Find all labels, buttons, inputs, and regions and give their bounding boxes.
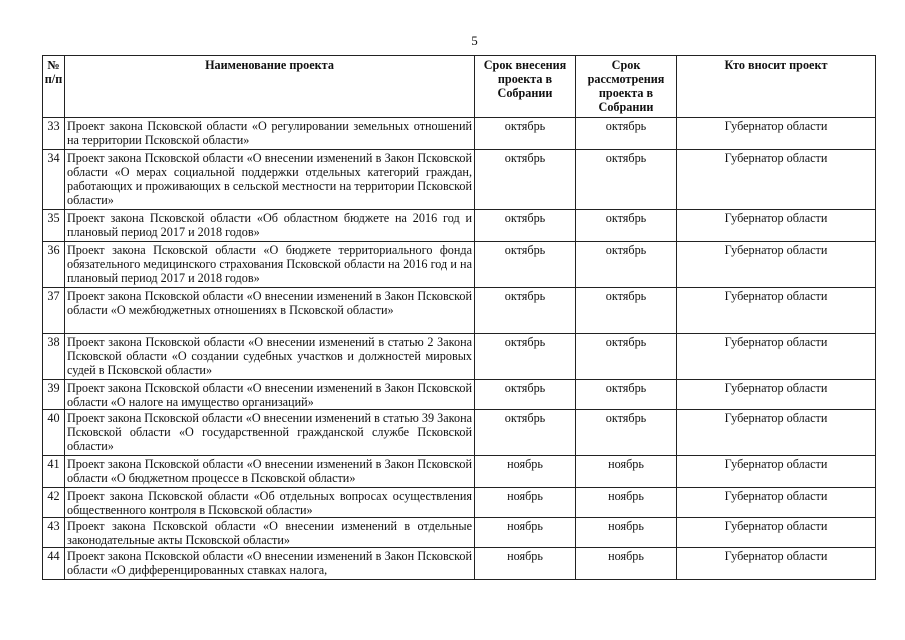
submitter: Губернатор области: [677, 118, 876, 150]
submitter: Губернатор области: [677, 548, 876, 580]
table-row: [43, 380, 876, 410]
submitter: Губернатор области: [677, 410, 876, 456]
submitter: Губернатор области: [677, 488, 876, 518]
table-row: [43, 488, 876, 518]
table-row: [43, 150, 876, 210]
submission-term: октябрь: [475, 210, 576, 242]
project-name: Проект закона Псковской области «О внесении изменений в Закон Псковской области «О межбюджетных отношениях в Псковской области»: [65, 288, 475, 334]
review-term: октябрь: [576, 380, 677, 410]
submitter: Губернатор области: [677, 210, 876, 242]
review-term: октябрь: [576, 242, 677, 288]
row-number: 38: [43, 334, 65, 380]
project-name: Проект закона Псковской области «О внесении изменений в Закон Псковской области «О налоге на имущество организаций»: [65, 380, 475, 410]
submission-term: октябрь: [475, 334, 576, 380]
submission-term: ноябрь: [475, 456, 576, 488]
review-term: ноябрь: [576, 548, 677, 580]
header-submission-term: Срок внесения проекта в Собрании: [475, 56, 576, 118]
header-review-term: Срок рассмотрения проекта в Собрании: [576, 56, 677, 118]
review-term: октябрь: [576, 288, 677, 334]
project-name: Проект закона Псковской области «О регулировании земельных отношений на территории Псковской области»: [65, 118, 475, 150]
submission-term: октябрь: [475, 150, 576, 210]
legislation-plan-table: [42, 55, 876, 580]
submission-term: ноябрь: [475, 488, 576, 518]
review-term: октябрь: [576, 334, 677, 380]
submitter: Губернатор области: [677, 334, 876, 380]
submission-term: октябрь: [475, 380, 576, 410]
page-number: 5: [471, 33, 478, 48]
project-name: Проект закона Псковской области «О внесении изменений в статью 2 Закона Псковской области «О создании судебных участков и должностей мировых судей в Псковской области»: [65, 334, 475, 380]
review-term: ноябрь: [576, 518, 677, 548]
table-row: [43, 334, 876, 380]
project-name: Проект закона Псковской области «О внесении изменений в Закон Псковской области «О бюджетном процессе в Псковской области»: [65, 456, 475, 488]
project-name: Проект закона Псковской области «О внесении изменений в Закон Псковской области «О мерах социальной поддержки отдельных категорий граждан, работающих и проживающих в сельской местности на территории Псковской области»: [65, 150, 475, 210]
row-number: 39: [43, 380, 65, 410]
submission-term: ноябрь: [475, 518, 576, 548]
submitter: Губернатор области: [677, 380, 876, 410]
table-row: [43, 242, 876, 288]
project-name: Проект закона Псковской области «Об отдельных вопросах осуществления общественного контроля в Псковской области»: [65, 488, 475, 518]
project-name: Проект закона Псковской области «О бюджете территориального фонда обязательного медицинского страхования Псковской области на 2016 год и на плановый период 2017 и 2018 годов»: [65, 242, 475, 288]
row-number: 37: [43, 288, 65, 334]
row-number: 35: [43, 210, 65, 242]
row-number: 42: [43, 488, 65, 518]
submission-term: октябрь: [475, 242, 576, 288]
project-name: Проект закона Псковской области «О внесении изменений в отдельные законодательные акты Псковской области»: [65, 518, 475, 548]
table-row: [43, 548, 876, 580]
submitter: Губернатор области: [677, 456, 876, 488]
table-row: [43, 410, 876, 456]
review-term: октябрь: [576, 210, 677, 242]
submitter: Губернатор области: [677, 150, 876, 210]
table-row: [43, 118, 876, 150]
table-row: [43, 518, 876, 548]
submission-term: октябрь: [475, 118, 576, 150]
submitter: Губернатор области: [677, 518, 876, 548]
row-number: 33: [43, 118, 65, 150]
row-number: 40: [43, 410, 65, 456]
row-number: 41: [43, 456, 65, 488]
row-number: 43: [43, 518, 65, 548]
row-number: 36: [43, 242, 65, 288]
review-term: ноябрь: [576, 488, 677, 518]
table-header-row: [43, 56, 876, 118]
review-term: октябрь: [576, 410, 677, 456]
submitter: Губернатор области: [677, 242, 876, 288]
project-name: Проект закона Псковской области «Об областном бюджете на 2016 год и плановый период 2017 и 2018 годов»: [65, 210, 475, 242]
project-name: Проект закона Псковской области «О внесении изменений в Закон Псковской области «О дифференцированных ставках налога,: [65, 548, 475, 580]
header-number: № п/п: [43, 56, 65, 118]
review-term: октябрь: [576, 150, 677, 210]
table-row: [43, 210, 876, 242]
row-number: 34: [43, 150, 65, 210]
header-project-name: Наименование проекта: [65, 56, 475, 118]
table-row: [43, 456, 876, 488]
review-term: октябрь: [576, 118, 677, 150]
submitter: Губернатор области: [677, 288, 876, 334]
header-submitter: Кто вносит проект: [677, 56, 876, 118]
table-row: [43, 288, 876, 334]
project-name: Проект закона Псковской области «О внесении изменений в статью 39 Закона Псковской области «О государственной гражданской службе Псковской области»: [65, 410, 475, 456]
row-number: 44: [43, 548, 65, 580]
submission-term: ноябрь: [475, 548, 576, 580]
submission-term: октябрь: [475, 288, 576, 334]
submission-term: октябрь: [475, 410, 576, 456]
review-term: ноябрь: [576, 456, 677, 488]
